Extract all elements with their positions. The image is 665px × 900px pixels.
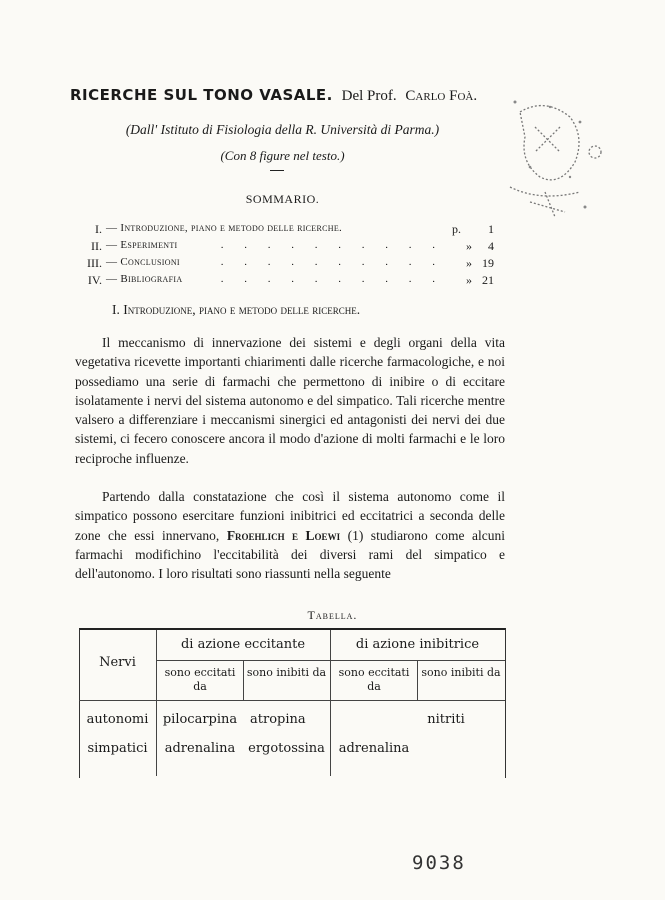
paragraph-2 bbox=[75, 487, 505, 583]
paragraph-2-part2: (1) studiarono come alcuni farmachi modifichino l'eccitabilità dei diversi rami del simpatico e dell'autonomo. I loro risultati sono riassunti nella seguente bbox=[75, 527, 506, 582]
table-divider bbox=[79, 700, 505, 701]
toc-num: I. bbox=[95, 222, 102, 236]
table-cell: simpatici bbox=[87, 741, 148, 756]
table-row-header: Nervi bbox=[99, 655, 136, 670]
table-group-header: di azione eccitante bbox=[180, 637, 306, 652]
toc-num: IV. bbox=[87, 273, 102, 287]
toc-page: 1 bbox=[488, 222, 494, 236]
toc-page: 19 bbox=[482, 256, 494, 270]
figures-note: (Con 8 figure nel testo.) bbox=[220, 148, 345, 163]
toc-leader: . . . . . . . . . . bbox=[220, 239, 444, 251]
author-prefix: Del Prof. bbox=[341, 88, 397, 104]
paragraph-2-part1: Partendo dalla constatazione che così il sistema autonomo come il simpatico possono esercitare funzioni inibitrici ed eccitatrici a seconda delle zone che essi innervano, bbox=[75, 489, 505, 543]
toc-label: — Bibliografia bbox=[106, 273, 183, 285]
author-name: Carlo Foà. bbox=[405, 88, 478, 104]
toc-label: — Conclusioni bbox=[106, 256, 180, 268]
summary-heading: SOMMARIO. bbox=[245, 192, 320, 206]
toc-page-prefix: » bbox=[466, 239, 472, 253]
toc-num: III. bbox=[87, 256, 102, 270]
table-cell: autonomi bbox=[86, 712, 149, 727]
toc-page: 4 bbox=[488, 239, 494, 253]
table-subheader: sono inibiti da bbox=[246, 666, 327, 679]
table-subheader: sono eccitati da bbox=[338, 666, 410, 693]
toc-page-prefix: » bbox=[466, 273, 472, 287]
table-subheader: sono inibiti da bbox=[421, 666, 501, 679]
table-divider bbox=[156, 660, 505, 661]
page-number: 9038 bbox=[412, 852, 466, 874]
table-subheader: sono eccitati da bbox=[164, 666, 236, 693]
table-cell: adrenalina bbox=[164, 741, 236, 756]
table-cell: atropina bbox=[250, 712, 306, 727]
toc-leader: . . . . . . . . . . bbox=[220, 273, 444, 285]
toc-row bbox=[84, 273, 494, 289]
toc-row bbox=[84, 222, 494, 238]
paragraph-1-text: Il meccanismo di innervazione dei sistemi e degli organi della vita vegetativa ricevette importanti chiarimenti dalle ricerche farmacologiche, e noi possediamo una serie di farmachi che permettono di inibire o di eccitare isolatamente i nervi del sistema autonomo e del simpatico. Tali ricerche mentre valsero a differenziare i meccanismi sinergici ed antagonisti dei nervi dei due sistemi, ci fecero conoscere ancora il modo d'azione di molti farmachi e le loro reciproche influenze. bbox=[75, 335, 505, 466]
paragraph-1 bbox=[75, 333, 505, 468]
toc-page-prefix: p. bbox=[452, 222, 461, 236]
table-cell: ergotossina bbox=[248, 741, 325, 756]
paragraph-2-text bbox=[75, 487, 505, 583]
table-cell: adrenalina bbox=[338, 741, 410, 756]
table-group-header: di azione inibitrice bbox=[355, 637, 480, 652]
table-cell: nitriti bbox=[427, 712, 465, 727]
cited-authors: Froehlich e Loewi bbox=[226, 527, 341, 543]
toc-label: — Esperimenti bbox=[106, 239, 178, 251]
article-title: RICERCHE SUL TONO VASALE. bbox=[70, 86, 333, 104]
toc-page: 21 bbox=[482, 273, 494, 287]
toc-label: — Introduzione, piano e metodo delle ricerche. bbox=[106, 222, 343, 234]
section-heading: I. Introduzione, piano e metodo delle ricerche. bbox=[112, 302, 361, 317]
toc-num: II. bbox=[91, 239, 102, 253]
affiliation: (Dall' Istituto di Fisiologia della R. Università di Parma.) bbox=[125, 122, 440, 137]
toc-leader: . . . . . . . . . . bbox=[220, 256, 444, 268]
table-caption: Tabella. bbox=[307, 608, 358, 622]
title-divider bbox=[270, 170, 284, 171]
toc-row bbox=[84, 256, 494, 272]
toc-page-prefix: » bbox=[466, 256, 472, 270]
table-cell: pilocarpina bbox=[162, 712, 238, 727]
toc-row bbox=[84, 239, 494, 255]
